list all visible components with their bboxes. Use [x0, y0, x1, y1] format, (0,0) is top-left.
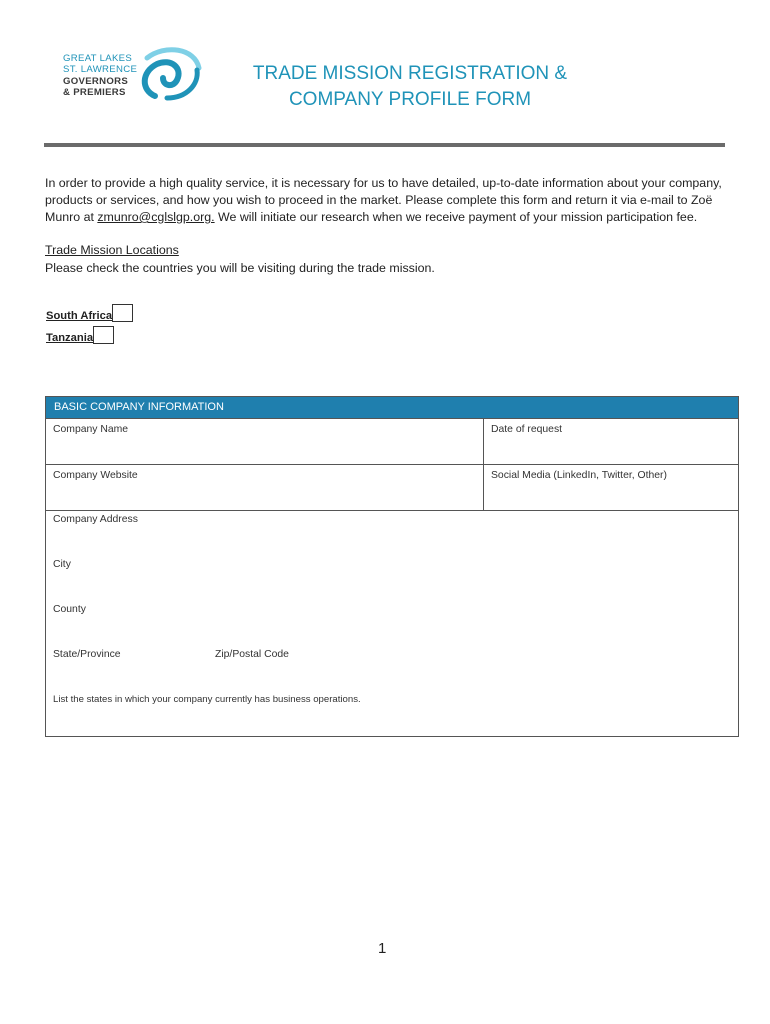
form-title-line-1: TRADE MISSION REGISTRATION &	[252, 63, 568, 84]
date-of-request-field[interactable]	[484, 419, 738, 464]
logo-text	[63, 53, 137, 99]
logo-line-1: GREAT LAKES	[63, 53, 133, 64]
form-section-header: BASIC COMPANY INFORMATION	[46, 397, 738, 419]
company-name-field[interactable]	[46, 419, 484, 464]
form-row-website-social	[46, 465, 738, 511]
country-label: Tanzania	[46, 332, 94, 344]
social-media-label: Social Media (LinkedIn, Twitter, Other)	[491, 470, 667, 481]
company-name-label: Company Name	[53, 424, 129, 435]
intro-paragraph	[45, 175, 735, 226]
form-row-name-date	[46, 419, 738, 465]
city-label: City	[53, 559, 71, 570]
locations-instruction: Please check the countries you will be visiting during the trade mission.	[45, 261, 435, 275]
header-divider	[44, 143, 725, 147]
company-website-label: Company Website	[53, 470, 138, 481]
company-website-field[interactable]	[46, 465, 484, 510]
locations-heading: Trade Mission Locations	[45, 243, 179, 257]
page-number: 1	[378, 940, 387, 957]
country-option-south-africa	[46, 304, 133, 322]
company-address-label: Company Address	[53, 514, 138, 525]
organization-logo	[63, 53, 203, 99]
contact-email-link[interactable]: zmunro@cglslgp.org.	[97, 210, 215, 224]
logo-line-2: ST. LAWRENCE	[63, 64, 138, 76]
date-of-request-label: Date of request	[491, 424, 563, 435]
county-label: County	[53, 604, 86, 615]
zip-postal-code-label: Zip/Postal Code	[215, 649, 289, 660]
form-title-line-2: COMPANY PROFILE FORM	[288, 89, 532, 110]
social-media-field[interactable]	[484, 465, 738, 510]
intro-text-start: In order to provide a high quality service, it is necessary for us to have detailed, up-to-date information about your company, products or services, and how you wish to proceed in the market. Please complete this form and return it via e-mail to Zoë Munro at	[45, 176, 722, 224]
south-africa-checkbox[interactable]	[112, 304, 133, 322]
country-label: South Africa	[46, 310, 113, 322]
intro-text-end: We will initiate our research when we receive payment of your mission participation fee.	[214, 210, 698, 224]
state-province-label: State/Province	[53, 649, 121, 660]
logo-line-3: GOVERNORS	[63, 75, 129, 87]
logo-line-4: & PREMIERS	[63, 87, 126, 99]
swirl-logo-icon	[137, 46, 203, 102]
form-title	[240, 61, 580, 113]
tanzania-checkbox[interactable]	[93, 326, 114, 344]
basic-company-information-form	[45, 396, 739, 737]
states-operations-label: List the states in which your company currently has business operations.	[53, 694, 361, 705]
country-option-tanzania	[46, 326, 114, 344]
